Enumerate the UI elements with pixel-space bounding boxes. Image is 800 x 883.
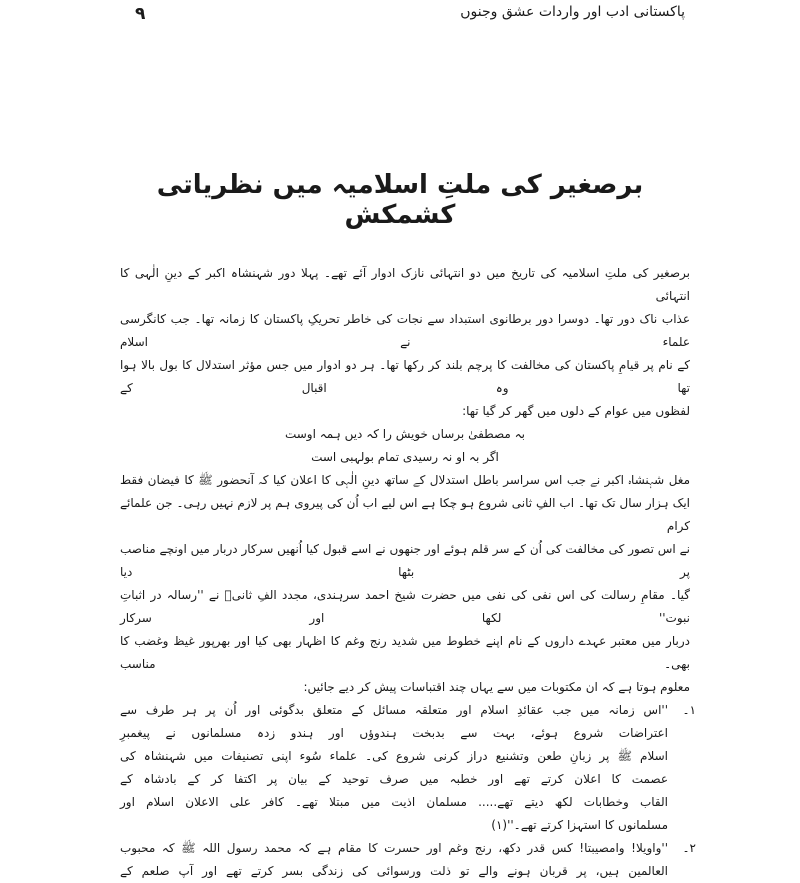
quote-line: ''واویلا! وامصیبتا! کس قدر دکھ، رنج وغم اور حسرت کا مقام ہے کہ محمد رسول اللہ ﷺ کہ محبوب xyxy=(120,841,668,855)
quote-line: ''اس زمانہ میں جب عقائدِ اسلام اور متعلقہ مسائل کے متعلق بدگوئی اور اُن پر ہر طرف سے xyxy=(120,703,668,717)
paragraph-line: ایک ہزار سال تک تھا۔ اب الفِ ثانی شروع ہو چکا ہے اس لیے اب اُن کی پیروی ہم پر لازم نہیں رہی۔ جن علمائے کرام xyxy=(120,496,690,533)
paragraph-line: دربار میں معتبر عہدے داروں کے نام اپنے خطوط میں شدید رنج وغم کا اظہار بھی کیا اور بھرپور غیظ وغضب کا بھی۔ مناسب xyxy=(120,634,690,671)
paragraph-line: لفظوں میں عوام کے دلوں میں گھر کر گیا تھا: xyxy=(462,404,690,418)
paragraph-line: کے نام پر قیامِ پاکستان کی مخالفت کا پرچم بلند کر رکھا تھا۔ ہر دو ادوار میں جس مؤثر استدلال کا بول بالا ہوا تھا وہ اقبال کے xyxy=(120,358,690,395)
paragraph-line: مغل شہنشاہ اکبر نے جب اس سراسر باطل استدلال کے ساتھ دینِ الٰہی کا اعلان کیا کہ آنحضور ﷺ کا فیضان فقط xyxy=(120,473,690,487)
quote-item xyxy=(120,837,696,883)
quote-line: العالمین ہیں، پر قربان ہونے والے تو ذلت ورسوائی کی زندگی بسر کرتے تھے اور آپ صلعم کے xyxy=(120,864,668,878)
quote-item xyxy=(120,699,696,837)
quote-line: عصمت کا اعلان کرتے تھے اور خطبہ میں صرف توحید کے بیان پر اکتفا کر کے بادشاہ کے xyxy=(120,772,668,786)
quote-line: اسلام ﷺ پر زبانِ طعن وتشنیع دراز کرنی شروع کی۔ علماء سُوء اپنی تصنیفات میں شہنشاہ کی xyxy=(120,749,668,763)
item-number: ۲۔ xyxy=(682,841,696,855)
chapter-title: برصغیر کی ملتِ اسلامیہ میں نظریاتی کشمکش xyxy=(156,170,644,230)
paragraph-line: نے اس تصور کی مخالفت کی اُن کے سر قلم ہوئے اور جنھوں نے اسے قبول کیا اُنھیں سرکار دربار میں اونچے مناصب پر بٹھا دیا xyxy=(120,542,690,579)
paragraph-line: معلوم ہوتا ہے کہ ان مکتوبات میں سے یہاں چند اقتباسات پیش کر دیے جائیں: xyxy=(303,680,690,694)
quote-line: القاب وخطابات لکھ دیتے تھے..... مسلمان اذیت میں مبتلا تھے۔ کافر علی الاعلان اسلام اور xyxy=(120,795,668,809)
quote-line: مسلمانوں کا استہزا کرتے تھے۔''(۱) xyxy=(491,818,668,832)
paragraph-line: گیا۔ مقامِ رسالت کی اس نفی کی نفی میں حضرت شیخ احمد سرہندی، مجدد الفِ ثانیؒ نے ''رسالہ در اثباتِ نبوت'' لکھا اور سرکار xyxy=(120,588,690,625)
paragraph-line: عذاب ناک دور تھا۔ دوسرا دور برطانوی استبداد سے نجات کی خاطر تحریکِ پاکستان کا زمانہ تھا۔ جب کانگرسی علماء نے اسلام xyxy=(120,312,690,349)
item-number: ۱۔ xyxy=(682,703,696,717)
paragraph-line: برصغیر کی ملتِ اسلامیہ کی تاریخ میں دو انتہائی نازک ادوار آئے تھے۔ پہلا دور شہنشاہ اکبر کے دینِ الٰہی کا انتہائی xyxy=(120,266,690,303)
verse-line: اگر بہ او نہ رسیدی تمام بولہبی است xyxy=(311,450,499,464)
page-body xyxy=(120,262,696,883)
verse-line: بہ مصطفیٰ برساں خویش را کہ دیں ہمہ اوست xyxy=(284,427,526,441)
quote-line: اعتراضات شروع ہوئے، بہت سے بدبخت ہندوؤں اور ہندو زدہ مسلمانوں نے پیغمبرِ xyxy=(120,726,668,740)
page-number: ۹ xyxy=(135,4,146,24)
running-header: پاکستانی ادب اور واردات عشق وجنوں xyxy=(460,4,685,20)
